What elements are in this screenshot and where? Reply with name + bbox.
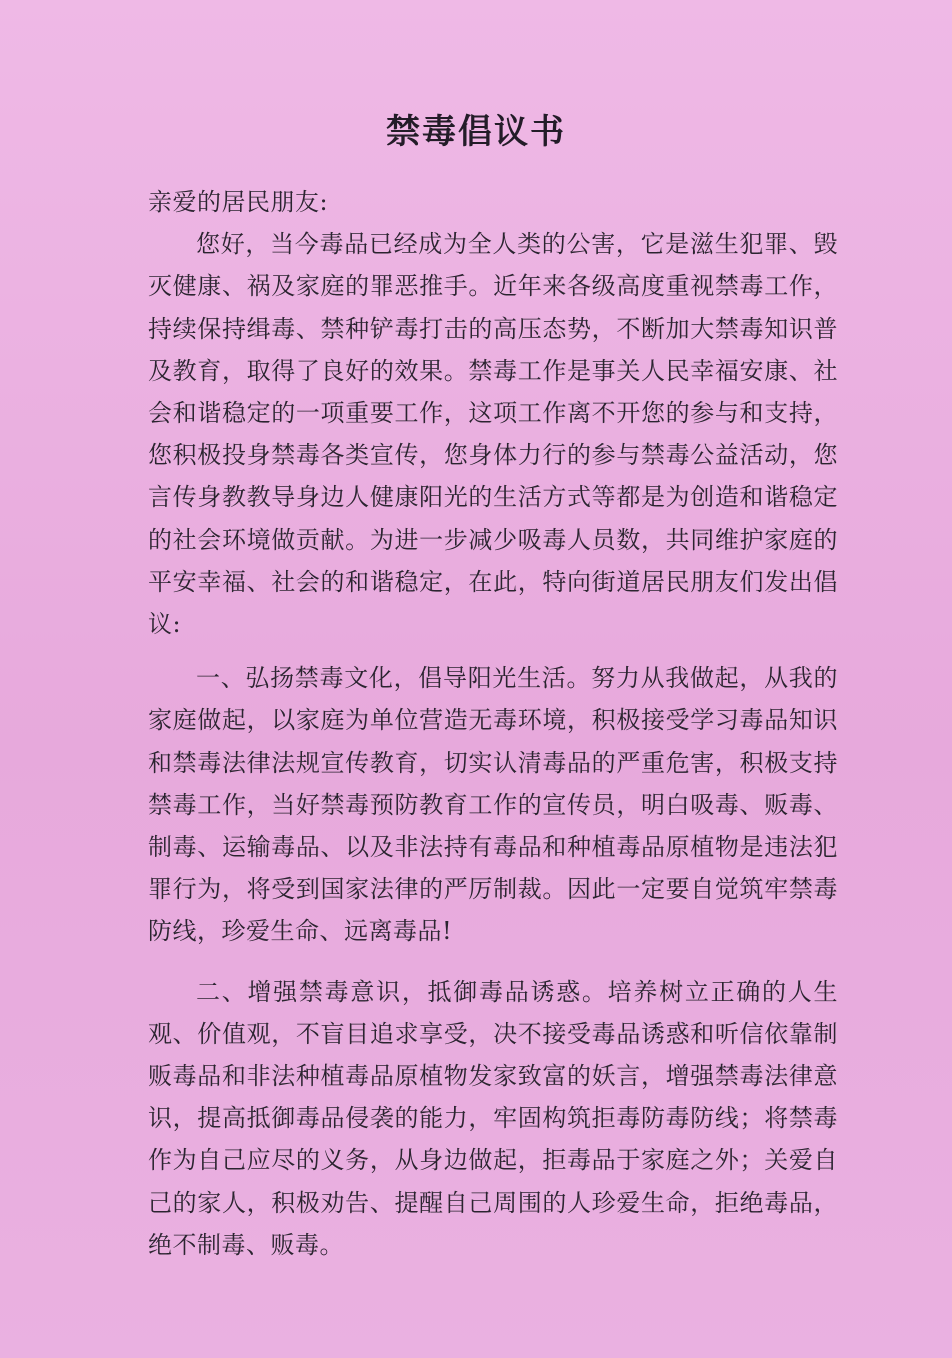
document-title: 禁毒倡议书 bbox=[386, 112, 566, 152]
paragraph-section-one: 一、弘扬禁毒文化，倡导阳光生活。努力从我做起，从我的家庭做起，以家庭为单位营造无毒环境，积极接受学习毒品知识和禁毒法律法规宣传教育，切实认清毒品的严重危害，积极支持禁毒工作，当好禁毒预防教育工作的宣传员，明白吸毒、贩毒、制毒、运输毒品、以及非法持有毒品和种植毒品原植物是违法犯罪行为，将受到国家法律的严厉制裁。因此一定要自觉筑牢禁毒防线，珍爱生命、远离毒品! bbox=[148, 664, 838, 946]
salutation: 亲爱的居民朋友: bbox=[148, 188, 329, 216]
paragraph-intro: 您好，当今毒品已经成为全人类的公害，它是滋生犯罪、毁灭健康、祸及家庭的罪恶推手。近年来各级高度重视禁毒工作，持续保持缉毒、禁种铲毒打击的高压态势，不断加大禁毒知识普及教育，取得了良好的效果。禁毒工作是事关人民幸福安康、社会和谐稳定的一项重要工作，这项工作离不开您的参与和支持，您积极投身禁毒各类宣传，您身体力行的参与禁毒公益活动，您言传身教教导身边人健康阳光的生活方式等都是为创造和谐稳定的社会环境做贡献。为进一步减少吸毒人员数，共同维护家庭的平安幸福、社会的和谐稳定，在此，特向街道居民朋友们发出倡议: bbox=[148, 230, 838, 639]
document-body bbox=[148, 181, 838, 1266]
paragraph-section-two: 二、增强禁毒意识，抵御毒品诱惑。培养树立正确的人生观、价值观，不盲目追求享受，决不接受毒品诱惑和听信依靠制贩毒品和非法种植毒品原植物发家致富的妖言，增强禁毒法律意识，提高抵御毒品侵袭的能力，牢固构筑拒毒防毒防线；将禁毒作为自己应尽的义务，从身边做起，拒毒品于家庭之外；关爱自己的家人，积极劝告、提醒自己周围的人珍爱生命，拒绝毒品，绝不制毒、贩毒。 bbox=[148, 977, 838, 1259]
